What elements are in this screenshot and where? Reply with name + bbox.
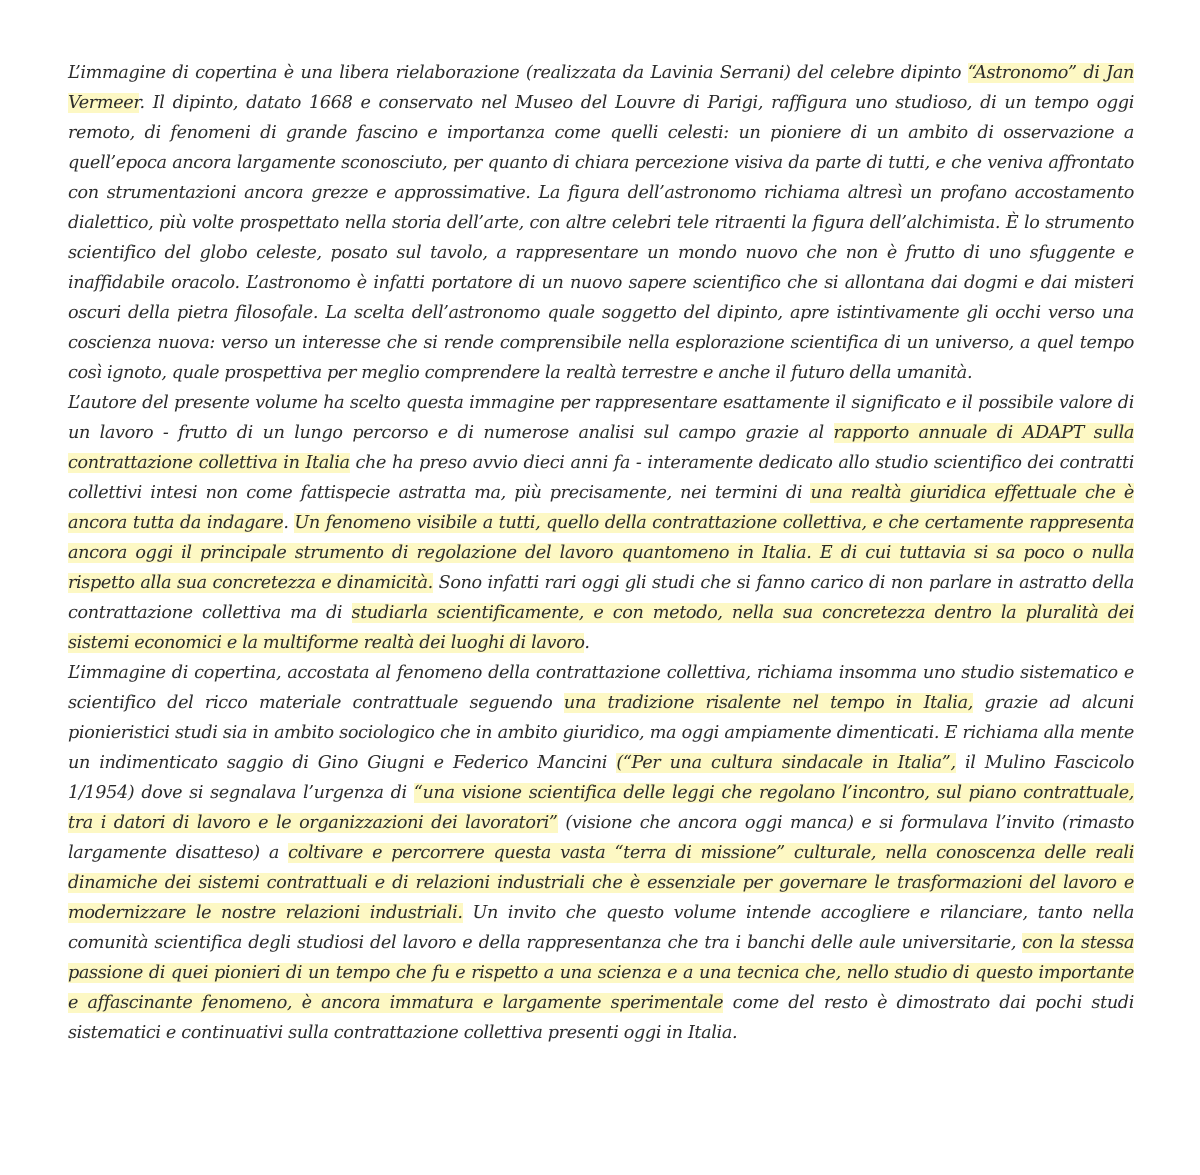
highlighted-text: “Astronomo” di Jan Vermeer bbox=[68, 63, 1135, 113]
highlighted-text: una tradizione risalente nel tempo in Italia, bbox=[563, 693, 973, 713]
paragraph-cover-image bbox=[68, 58, 1134, 388]
text-segment: che ha preso avvio dieci anni fa - interamente dedicato allo studio scientifico dei contratti collettivi intesi non come fattispecie astratta ma, più precisamente, nei termini di bbox=[68, 453, 1134, 503]
paragraph-tradition bbox=[68, 658, 1134, 1048]
highlighted-text: con la stessa passione di quei pionieri di un tempo che fu e rispetto a una scienza e a una tecnica che, nello studio di questo importante e affascinante fenomeno, è ancora immatura e largamente sperimentale bbox=[68, 933, 1134, 1013]
highlighted-text: studiarla scientificamente, e con metodo, nella sua concretezza dentro la pluralità dei sistemi economici e la multiforme realtà dei luoghi di lavoro bbox=[68, 603, 1134, 653]
text-segment: . bbox=[283, 513, 295, 533]
text-segment: L’immagine di copertina, accostata al fenomeno della contrattazione collettiva, richiama insomma uno studio sistematico e scientifico del ricco materiale contrattuale seguendo bbox=[68, 663, 1134, 713]
highlighted-text: una realtà giuridica effettuale che è ancora tutta da indagare bbox=[68, 483, 1134, 533]
paragraph-author-purpose bbox=[68, 388, 1134, 658]
text-segment: il Mulino Fascicolo 1/1954) dove si segnalava l’urgenza di bbox=[68, 753, 1134, 803]
highlighted-text: Un fenomeno visibile a tutti, quello della contrattazione collettiva, e che certamente rappresenta ancora oggi il principale strumento di regolazione del lavoro quantomeno in Italia. E di cui tuttavia si sa poco o nulla rispetto alla sua concretezza e dinamicità. bbox=[68, 513, 1134, 593]
text-segment: L’immagine di copertina è una libera rielaborazione (realizzata da Lavinia Serrani) del celebre dipinto bbox=[68, 63, 968, 83]
highlighted-text: “una visione scientifica delle leggi che regolano l’incontro, sul piano contrattuale, tra i datori di lavoro e le organizzazioni dei lavoratori” bbox=[68, 783, 1134, 833]
highlighted-text: rapporto annuale di ADAPT sulla contrattazione collettiva in Italia bbox=[68, 423, 1134, 473]
text-segment: . Il dipinto, datato 1668 e conservato nel Museo del Louvre di Parigi, raffigura uno studioso, di un tempo oggi remoto, di fenomeni di grande fascino e importanza come quelli celesti: un pioniere di un ambito di osservazione a quell’epoca ancora largamente sconosciuto, per quanto di chiara percezione visiva da parte di tutti, e che veniva affrontato con strumentazioni ancora grezze e approssimative. La figura dell’astronomo richiama altresì un profano accostamento dialettico, più volte prospettato nella storia dell’arte, con altre celebri tele ritraenti la figura dell’alchimista. È lo strumento scientifico del globo celeste, posato sul tavolo, a rappresentare un mondo nuovo che non è frutto di uno sfuggente e inaffidabile oracolo. L’astronomo è infatti portatore di un nuovo sapere scientifico che si allontana dai dogmi e dai misteri oscuri della pietra filosofale. La scelta dell’astronomo quale soggetto del dipinto, apre istintivamente gli occhi verso una coscienza nuova: verso un interesse che si rende comprensibile nella esplorazione scientifica di un universo, a quel tempo così ignoto, quale prospettiva per meglio comprendere la realtà terrestre e anche il futuro della umanità. bbox=[68, 93, 1134, 383]
text-segment: (visione che ancora oggi manca) e si formulava l’invito (rimasto largamente disatteso) a bbox=[68, 813, 1134, 863]
text-segment: L’autore del presente volume ha scelto questa immagine per rappresentare esattamente il significato e il possibile valore di un lavoro - frutto di un lungo percorso e di numerose analisi sul campo grazie al bbox=[68, 393, 1134, 443]
text-segment: come del resto è dimostrato dai pochi studi sistematici e continuativi sulla contrattazione collettiva presenti oggi in Italia. bbox=[68, 993, 1134, 1043]
highlighted-text: coltivare e percorrere questa vasta “terra di missione” culturale, nella conoscenza delle reali dinamiche dei sistemi contrattuali e di relazioni industriali che è essenziale per governare le trasformazioni del lavoro e modernizzare le nostre relazioni industriali. bbox=[68, 843, 1134, 923]
text-segment: . bbox=[584, 633, 590, 653]
text-segment: grazie ad alcuni pionieristici studi sia in ambito sociologico che in ambito giuridico, ma oggi ampiamente dimenticati. E richiama alla mente un indimenticato saggio di Gino Giugni e Federico Mancini bbox=[68, 693, 1134, 773]
document-body bbox=[68, 58, 1134, 1048]
text-segment: Un invito che questo volume intende accogliere e rilanciare, tanto nella comunità scientifica degli studiosi del lavoro e della rappresentanza che tra i banchi delle aule universitarie, bbox=[68, 903, 1134, 953]
text-segment: Sono infatti rari oggi gli studi che si fanno carico di non parlare in astratto della contrattazione collettiva ma di bbox=[68, 573, 1134, 623]
highlighted-text: (“Per una cultura sindacale in Italia”, bbox=[616, 753, 956, 773]
